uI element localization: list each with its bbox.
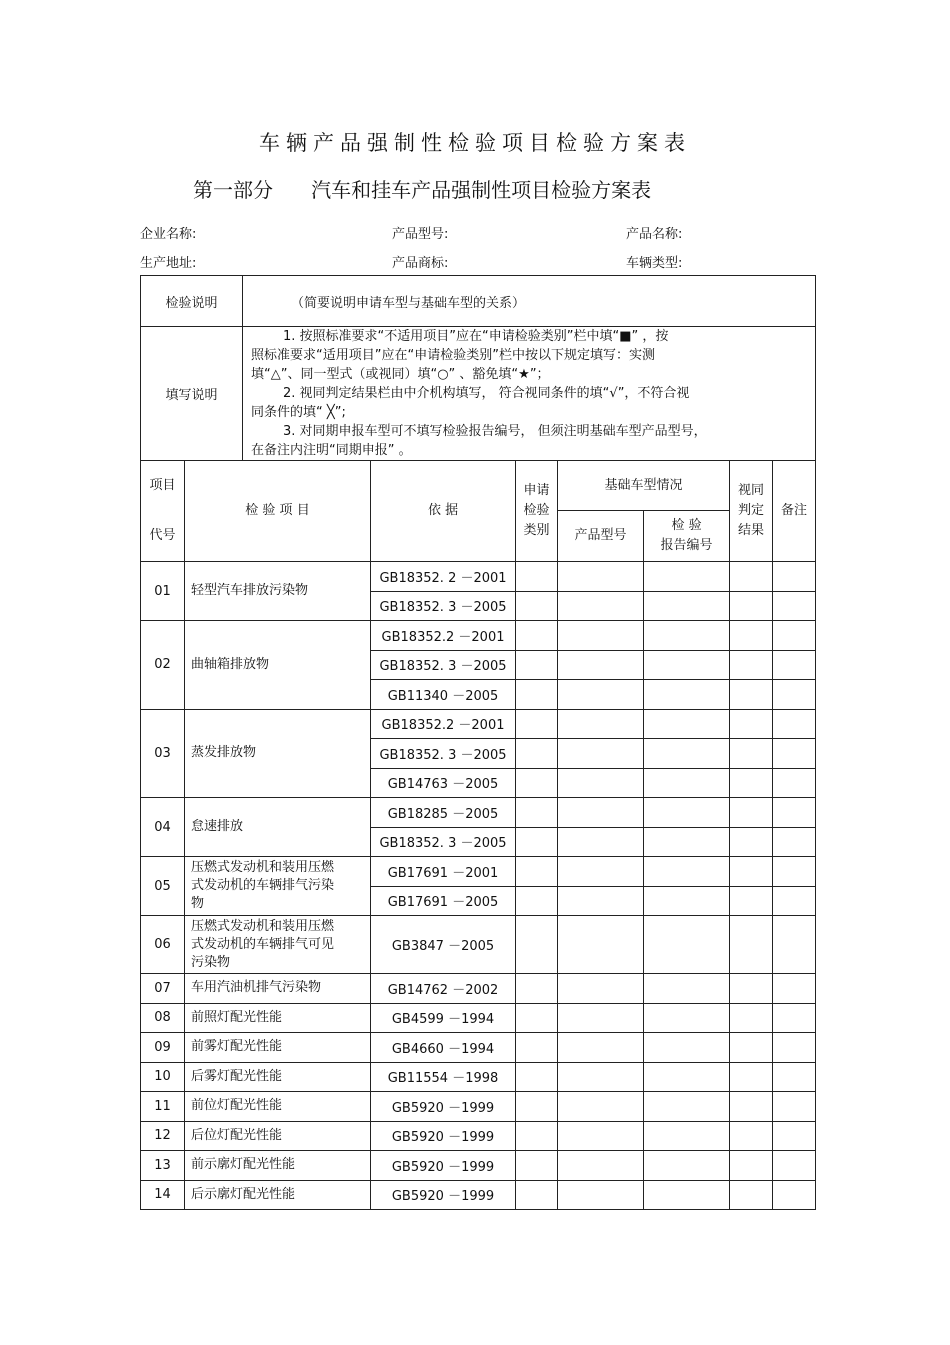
base-model-cell[interactable] bbox=[558, 1092, 644, 1122]
table-row bbox=[141, 621, 816, 651]
remark-cell[interactable] bbox=[773, 916, 816, 974]
table-row bbox=[141, 562, 816, 592]
standard-basis: GB18285 －2005 bbox=[371, 798, 516, 828]
apply-category-cell[interactable] bbox=[516, 650, 558, 680]
standard-basis: GB11554 －1998 bbox=[371, 1062, 516, 1092]
item-name: 前雾灯配光性能 bbox=[185, 1033, 371, 1063]
remark-cell[interactable] bbox=[773, 974, 816, 1004]
apply-category-cell[interactable] bbox=[516, 1092, 558, 1122]
item-code: 01 bbox=[141, 562, 185, 621]
apply-category-cell[interactable] bbox=[516, 857, 558, 887]
table-row bbox=[141, 916, 816, 974]
remark-cell[interactable] bbox=[773, 562, 816, 592]
apply-category-cell[interactable] bbox=[516, 591, 558, 621]
judge-result-cell[interactable] bbox=[730, 1121, 773, 1151]
report-number-cell[interactable] bbox=[644, 739, 730, 769]
item-code: 04 bbox=[141, 798, 185, 857]
base-model-cell[interactable] bbox=[558, 1180, 644, 1210]
remark-cell[interactable] bbox=[773, 1180, 816, 1210]
item-name: 前位灯配光性能 bbox=[185, 1092, 371, 1122]
header-code bbox=[141, 461, 185, 562]
item-code: 05 bbox=[141, 857, 185, 916]
base-model-cell[interactable] bbox=[558, 650, 644, 680]
item-name: 前照灯配光性能 bbox=[185, 1003, 371, 1033]
table-row bbox=[141, 1033, 816, 1063]
remark-cell[interactable] bbox=[773, 1151, 816, 1181]
remark-cell[interactable] bbox=[773, 1062, 816, 1092]
item-code: 10 bbox=[141, 1062, 185, 1092]
report-number-cell[interactable] bbox=[644, 1121, 730, 1151]
apply-category-cell[interactable] bbox=[516, 974, 558, 1004]
product-model-label: 产品型号: bbox=[392, 227, 449, 242]
report-number-cell[interactable] bbox=[644, 827, 730, 857]
judge-result-cell[interactable] bbox=[730, 621, 773, 651]
fill-line-1: 1. 按照标准要求“不适用项目”应在“申请检验类别”栏中填“■” ，按 bbox=[283, 329, 669, 344]
fill-line-7: 在备注内注明“同期申报” 。 bbox=[251, 443, 412, 458]
remark-cell[interactable] bbox=[773, 827, 816, 857]
judge-result-cell[interactable] bbox=[730, 562, 773, 592]
header-judge-result: 视同判定结果 bbox=[730, 461, 773, 562]
base-model-cell[interactable] bbox=[558, 739, 644, 769]
apply-category-cell[interactable] bbox=[516, 680, 558, 710]
item-name: 压燃式发动机和装用压燃式发动机的车辆排气污染物 bbox=[185, 857, 371, 916]
judge-result-cell[interactable] bbox=[730, 768, 773, 798]
apply-category-cell[interactable] bbox=[516, 1180, 558, 1210]
item-name: 曲轴箱排放物 bbox=[185, 621, 371, 710]
header-apply-category: 申请检验类别 bbox=[516, 461, 558, 562]
report-number-cell[interactable] bbox=[644, 1033, 730, 1063]
production-address-label: 生产地址: bbox=[140, 256, 197, 271]
judge-result-cell[interactable] bbox=[730, 650, 773, 680]
apply-category-cell[interactable] bbox=[516, 1151, 558, 1181]
apply-category-cell[interactable] bbox=[516, 768, 558, 798]
report-number-cell[interactable] bbox=[644, 1180, 730, 1210]
standard-basis: GB18352. 3 －2005 bbox=[371, 827, 516, 857]
apply-category-cell[interactable] bbox=[516, 916, 558, 974]
apply-category-cell[interactable] bbox=[516, 886, 558, 916]
base-model-cell[interactable] bbox=[558, 1033, 644, 1063]
table-row bbox=[141, 1180, 816, 1210]
report-number-cell[interactable] bbox=[644, 916, 730, 974]
report-number-cell[interactable] bbox=[644, 1092, 730, 1122]
apply-category-cell[interactable] bbox=[516, 739, 558, 769]
header-row-1 bbox=[141, 461, 816, 511]
standard-basis: GB18352.2 －2001 bbox=[371, 709, 516, 739]
report-number-cell[interactable] bbox=[644, 1151, 730, 1181]
explain-label: 检验说明 bbox=[141, 276, 243, 327]
header-remark: 备注 bbox=[773, 461, 816, 562]
remark-cell[interactable] bbox=[773, 650, 816, 680]
report-number-cell[interactable] bbox=[644, 798, 730, 828]
standard-basis: GB18352. 3 －2005 bbox=[371, 739, 516, 769]
explain-text: （简要说明申请车型与基础车型的关系） bbox=[243, 276, 816, 327]
judge-result-cell[interactable] bbox=[730, 1092, 773, 1122]
item-code: 06 bbox=[141, 916, 185, 974]
standard-basis: GB14762 －2002 bbox=[371, 974, 516, 1004]
base-model-cell[interactable] bbox=[558, 798, 644, 828]
item-name: 后位灯配光性能 bbox=[185, 1121, 371, 1151]
apply-category-cell[interactable] bbox=[516, 1003, 558, 1033]
judge-result-cell[interactable] bbox=[730, 827, 773, 857]
standard-basis: GB14763 －2005 bbox=[371, 768, 516, 798]
apply-category-cell[interactable] bbox=[516, 798, 558, 828]
remark-cell[interactable] bbox=[773, 768, 816, 798]
item-code: 09 bbox=[141, 1033, 185, 1063]
base-model-cell[interactable] bbox=[558, 591, 644, 621]
item-name: 前示廓灯配光性能 bbox=[185, 1151, 371, 1181]
standard-basis: GB4660 －1994 bbox=[371, 1033, 516, 1063]
header-report-number bbox=[644, 511, 730, 562]
item-name: 压燃式发动机和装用压燃式发动机的车辆排气可见污染物 bbox=[185, 916, 371, 974]
item-name: 后示廓灯配光性能 bbox=[185, 1180, 371, 1210]
table-row bbox=[141, 1121, 816, 1151]
table-row bbox=[141, 1092, 816, 1122]
base-model-cell[interactable] bbox=[558, 562, 644, 592]
header-code-top: 项目 bbox=[149, 478, 176, 493]
base-model-cell[interactable] bbox=[558, 1003, 644, 1033]
standard-basis: GB5920 －1999 bbox=[371, 1121, 516, 1151]
report-number-cell[interactable] bbox=[644, 562, 730, 592]
standard-basis: GB17691 －2005 bbox=[371, 886, 516, 916]
standard-basis: GB5920 －1999 bbox=[371, 1151, 516, 1181]
table-row bbox=[141, 709, 816, 739]
base-model-cell[interactable] bbox=[558, 974, 644, 1004]
table-row bbox=[141, 974, 816, 1004]
item-name: 后雾灯配光性能 bbox=[185, 1062, 371, 1092]
header-item: 检 验 项 目 bbox=[185, 461, 371, 562]
fill-instructions bbox=[243, 327, 816, 461]
item-name: 怠速排放 bbox=[185, 798, 371, 857]
base-model-cell[interactable] bbox=[558, 886, 644, 916]
base-model-cell[interactable] bbox=[558, 1151, 644, 1181]
standard-basis: GB5920 －1999 bbox=[371, 1180, 516, 1210]
standard-basis: GB18352. 2 －2001 bbox=[371, 562, 516, 592]
table-row bbox=[141, 1003, 816, 1033]
base-model-cell[interactable] bbox=[558, 916, 644, 974]
remark-cell[interactable] bbox=[773, 886, 816, 916]
header-report-top: 检 验 bbox=[671, 518, 702, 533]
judge-result-cell[interactable] bbox=[730, 857, 773, 887]
base-model-cell[interactable] bbox=[558, 857, 644, 887]
remark-cell[interactable] bbox=[773, 709, 816, 739]
standard-basis: GB11340 －2005 bbox=[371, 680, 516, 710]
base-model-cell[interactable] bbox=[558, 768, 644, 798]
judge-result-cell[interactable] bbox=[730, 739, 773, 769]
item-name: 蒸发排放物 bbox=[185, 709, 371, 798]
standard-basis: GB3847 －2005 bbox=[371, 916, 516, 974]
report-number-cell[interactable] bbox=[644, 768, 730, 798]
base-model-cell[interactable] bbox=[558, 680, 644, 710]
report-number-cell[interactable] bbox=[644, 709, 730, 739]
remark-cell[interactable] bbox=[773, 621, 816, 651]
header-code-bottom: 代号 bbox=[149, 528, 176, 543]
judge-result-cell[interactable] bbox=[730, 886, 773, 916]
remark-cell[interactable] bbox=[773, 1121, 816, 1151]
remark-cell[interactable] bbox=[773, 680, 816, 710]
remark-cell[interactable] bbox=[773, 798, 816, 828]
judge-result-cell[interactable] bbox=[730, 591, 773, 621]
fill-line-4: 2. 视同判定结果栏由中介机构填写， 符合视同条件的填“√”，不符合视 bbox=[283, 386, 690, 401]
fill-line-6: 3. 对同期申报车型可不填写检验报告编号， 但须注明基础车型产品型号， bbox=[283, 424, 707, 439]
report-number-cell[interactable] bbox=[644, 591, 730, 621]
standard-basis: GB18352. 3 －2005 bbox=[371, 650, 516, 680]
item-code: 12 bbox=[141, 1121, 185, 1151]
judge-result-cell[interactable] bbox=[730, 709, 773, 739]
report-number-cell[interactable] bbox=[644, 886, 730, 916]
fill-line-2: 照标准要求“适用项目”应在“申请检验类别”栏中按以下规定填写：实测 bbox=[251, 348, 655, 363]
judge-result-cell[interactable] bbox=[730, 1151, 773, 1181]
base-model-cell[interactable] bbox=[558, 827, 644, 857]
standard-basis: GB4599 －1994 bbox=[371, 1003, 516, 1033]
apply-category-cell[interactable] bbox=[516, 1121, 558, 1151]
apply-category-cell[interactable] bbox=[516, 827, 558, 857]
report-number-cell[interactable] bbox=[644, 1003, 730, 1033]
judge-result-cell[interactable] bbox=[730, 974, 773, 1004]
item-code: 07 bbox=[141, 974, 185, 1004]
apply-category-cell[interactable] bbox=[516, 1062, 558, 1092]
remark-cell[interactable] bbox=[773, 1092, 816, 1122]
judge-result-cell[interactable] bbox=[730, 680, 773, 710]
fill-label: 填写说明 bbox=[141, 327, 243, 461]
item-code: 13 bbox=[141, 1151, 185, 1181]
product-name-label: 产品名称: bbox=[626, 227, 683, 242]
document-subtitle: 第一部分 汽车和挂车产品强制性项目检验方案表 bbox=[193, 178, 652, 202]
judge-result-cell[interactable] bbox=[730, 916, 773, 974]
standard-basis: GB17691 －2001 bbox=[371, 857, 516, 887]
report-number-cell[interactable] bbox=[644, 857, 730, 887]
table-row bbox=[141, 1151, 816, 1181]
remark-cell[interactable] bbox=[773, 857, 816, 887]
document-title: 车辆产品强制性检验项目检验方案表 bbox=[259, 131, 691, 155]
item-name: 车用汽油机排气污染物 bbox=[185, 974, 371, 1004]
base-model-cell[interactable] bbox=[558, 709, 644, 739]
table-row bbox=[141, 1062, 816, 1092]
table-row bbox=[141, 798, 816, 828]
header-base-model: 产品型号 bbox=[558, 511, 644, 562]
report-number-cell[interactable] bbox=[644, 680, 730, 710]
remark-cell[interactable] bbox=[773, 591, 816, 621]
base-model-cell[interactable] bbox=[558, 621, 644, 651]
explain-row bbox=[141, 276, 816, 327]
remark-cell[interactable] bbox=[773, 739, 816, 769]
item-code: 11 bbox=[141, 1092, 185, 1122]
header-basis: 依 据 bbox=[371, 461, 516, 562]
report-number-cell[interactable] bbox=[644, 650, 730, 680]
header-base-vehicle: 基础车型情况 bbox=[558, 461, 730, 511]
apply-category-cell[interactable] bbox=[516, 621, 558, 651]
item-name: 轻型汽车排放污染物 bbox=[185, 562, 371, 621]
judge-result-cell[interactable] bbox=[730, 1033, 773, 1063]
fill-instructions-row bbox=[141, 327, 816, 461]
base-model-cell[interactable] bbox=[558, 1062, 644, 1092]
company-name-label: 企业名称: bbox=[140, 227, 197, 242]
item-code: 03 bbox=[141, 709, 185, 798]
apply-category-cell[interactable] bbox=[516, 562, 558, 592]
product-trademark-label: 产品商标: bbox=[392, 256, 449, 271]
judge-result-cell[interactable] bbox=[730, 1003, 773, 1033]
apply-category-cell[interactable] bbox=[516, 709, 558, 739]
report-number-cell[interactable] bbox=[644, 1062, 730, 1092]
remark-cell[interactable] bbox=[773, 1033, 816, 1063]
report-number-cell[interactable] bbox=[644, 974, 730, 1004]
item-code: 08 bbox=[141, 1003, 185, 1033]
fill-line-3: 填“△”、同一型式（或视同）填“○” 、豁免填“★”； bbox=[251, 367, 550, 382]
judge-result-cell[interactable] bbox=[730, 798, 773, 828]
apply-category-cell[interactable] bbox=[516, 1033, 558, 1063]
header-report-bottom: 报告编号 bbox=[660, 538, 713, 553]
report-number-cell[interactable] bbox=[644, 621, 730, 651]
standard-basis: GB18352. 3 －2005 bbox=[371, 591, 516, 621]
base-model-cell[interactable] bbox=[558, 1121, 644, 1151]
item-code: 14 bbox=[141, 1180, 185, 1210]
vehicle-type-label: 车辆类型: bbox=[626, 256, 683, 271]
standard-basis: GB18352.2 －2001 bbox=[371, 621, 516, 651]
remark-cell[interactable] bbox=[773, 1003, 816, 1033]
table-row bbox=[141, 857, 816, 887]
item-code: 02 bbox=[141, 621, 185, 710]
standard-basis: GB5920 －1999 bbox=[371, 1092, 516, 1122]
judge-result-cell[interactable] bbox=[730, 1180, 773, 1210]
judge-result-cell[interactable] bbox=[730, 1062, 773, 1092]
fill-line-5: 同条件的填“ ╳”; bbox=[251, 405, 346, 420]
inspection-table bbox=[140, 275, 816, 1210]
